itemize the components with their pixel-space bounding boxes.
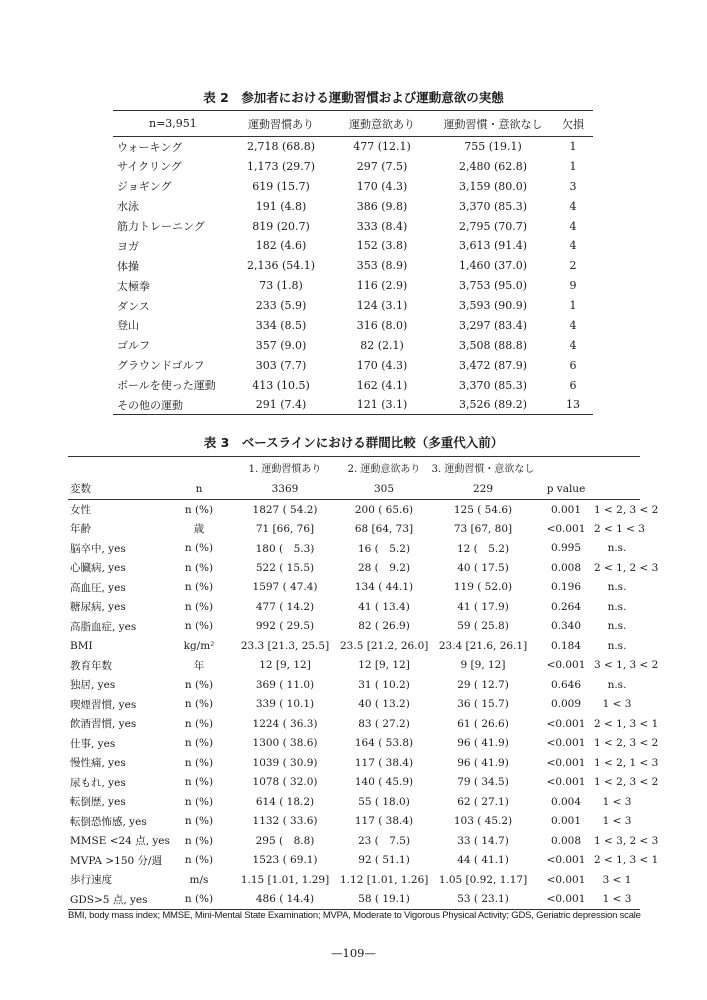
table-cell: 121 (3.1) — [331, 395, 433, 415]
table-cell: 0.646 — [550, 678, 582, 691]
table-cell: 68 [64, 73] — [354, 522, 414, 535]
table-cell: n.s. — [607, 581, 627, 594]
table-cell: 152 (3.8) — [356, 239, 408, 253]
table-cell: 0.184 — [550, 639, 582, 652]
table-cell: 82 (2.1) — [360, 338, 404, 352]
table-cell: 303 (7.7) — [255, 358, 307, 372]
table-cell: 1 — [569, 140, 577, 154]
table-cell: <0.001 — [546, 756, 586, 769]
table-row — [113, 335, 593, 355]
table-cell: n (%) — [184, 678, 214, 691]
table-cell: 96 ( 41.9) — [457, 756, 509, 769]
table-cell: 164 ( 53.8) — [354, 737, 414, 750]
table-cell: 脳卒中, yes — [70, 542, 126, 555]
table-cell: 369 ( 11.0) — [255, 678, 315, 691]
table-cell: n (%) — [184, 581, 214, 594]
table-cell: 1 < 2, 1 < 3 — [594, 756, 659, 769]
table-cell: 0.001 — [550, 503, 582, 516]
table3-header-pvalue: p value — [538, 479, 594, 500]
table-cell: <0.001 — [546, 717, 586, 730]
table-cell: n.s. — [607, 678, 627, 691]
table-cell: 3 < 1, 3 < 2 — [594, 659, 659, 672]
table-row — [68, 734, 640, 754]
table-cell: 477 (12.1) — [353, 140, 411, 154]
table-cell: n (%) — [184, 698, 214, 711]
table-row — [113, 156, 593, 176]
table-cell: n.s. — [607, 542, 627, 555]
table-cell: <0.001 — [546, 659, 586, 672]
table-cell: 28 ( 9.2) — [357, 562, 411, 575]
table-row — [68, 890, 640, 910]
table-cell: 1,460 (37.0) — [458, 259, 528, 273]
table-cell: 119 ( 52.0) — [453, 581, 513, 594]
table-cell: 23.3 [21.3, 25.5] — [240, 639, 330, 652]
table2-header-missing: 欠損 — [553, 111, 593, 137]
table-row — [113, 256, 593, 276]
table-cell: 333 (8.4) — [356, 219, 408, 233]
table-cell: 13 — [553, 395, 593, 415]
table-cell: 歩行速度 — [70, 874, 112, 887]
table-cell: 291 (7.4) — [231, 395, 331, 415]
table-cell: 1 < 3 — [602, 698, 632, 711]
table-cell: m/s — [189, 873, 209, 886]
table2-caption: 表 2 参加者における運動習慣および運動意欲の実態 — [203, 90, 504, 105]
table-cell: 297 (7.5) — [356, 159, 408, 173]
table-cell: 1039 ( 30.9) — [252, 756, 318, 769]
table3-header-n3: 229 — [428, 479, 538, 500]
table-cell: 614 ( 18.2) — [255, 795, 315, 808]
table-cell: 0.264 — [550, 600, 582, 613]
table-cell: 3,526 (89.2) — [433, 395, 553, 415]
table-cell: n (%) — [184, 717, 214, 730]
table-row — [68, 695, 640, 715]
table-cell: n (%) — [184, 834, 214, 847]
table-cell: BMI — [70, 639, 93, 652]
table-cell: 0.196 — [550, 581, 582, 594]
table3-header-comparison — [594, 479, 640, 500]
table-cell: 1078 ( 32.0) — [252, 776, 318, 789]
table-cell: 2 < 1, 2 < 3 — [594, 561, 659, 574]
table-cell: <0.001 — [538, 890, 594, 910]
table-cell: 4 — [569, 338, 577, 352]
table-cell: 4 — [569, 239, 577, 253]
table-cell: n (%) — [184, 854, 214, 867]
table-cell: 0.340 — [550, 620, 582, 633]
table-cell: 3,370 (85.3) — [458, 199, 528, 213]
table-cell: 1,173 (29.7) — [246, 159, 316, 173]
table-row — [68, 636, 640, 656]
table-cell: 73 (1.8) — [259, 279, 303, 293]
table-cell: 140 ( 45.9) — [354, 776, 414, 789]
table-cell: 79 ( 34.5) — [457, 776, 509, 789]
table-cell: kg/m² — [183, 639, 215, 652]
table-cell: ボールを使った運動 — [117, 379, 216, 393]
table-cell: 386 (9.8) — [356, 199, 408, 213]
table-cell: 年齢 — [70, 523, 91, 536]
table-cell: 413 (10.5) — [252, 378, 310, 392]
table-cell: 619 (15.7) — [252, 179, 310, 193]
table-cell: 992 ( 29.5) — [255, 620, 315, 633]
table-cell: 82 ( 26.9) — [358, 620, 410, 633]
table-cell: 12 ( 5.2) — [456, 542, 510, 555]
table-cell: n (%) — [168, 890, 230, 910]
table-cell: 3,753 (95.0) — [458, 279, 528, 293]
table-row — [68, 539, 640, 559]
table-cell: 103 ( 45.2) — [453, 815, 513, 828]
table2-header-motivation: 運動意欲あり — [331, 111, 433, 137]
table3-group-header-row — [68, 457, 640, 479]
table-cell: 1 < 3 — [602, 795, 632, 808]
table-cell: 転倒歴, yes — [70, 796, 126, 809]
table-cell: 4 — [569, 219, 577, 233]
table-row — [113, 276, 593, 296]
table-cell: n (%) — [184, 795, 214, 808]
table2-header-none: 運動習慣・意欲なし — [433, 111, 553, 137]
table-cell: 23.5 [21.2, 26.0] — [340, 639, 429, 652]
table-row — [68, 558, 640, 578]
table-cell: 295 ( 8.8) — [255, 835, 315, 848]
table-cell: 3,613 (91.4) — [458, 239, 528, 253]
table-cell: 太極拳 — [117, 279, 150, 293]
table-cell: 女性 — [70, 504, 91, 516]
table-cell: 0.008 — [550, 834, 582, 847]
table-cell: 2 — [569, 259, 577, 273]
table-cell: 心臓病, yes — [70, 562, 126, 575]
table-cell: 1132 ( 33.6) — [252, 815, 318, 828]
table-cell: ダンス — [117, 299, 150, 313]
table-row — [68, 753, 640, 773]
table-row — [68, 656, 640, 676]
table-row — [68, 675, 640, 695]
table-cell: <0.001 — [546, 854, 586, 867]
table-row — [113, 176, 593, 196]
table-cell: 4 — [569, 199, 577, 213]
table-row — [68, 870, 640, 890]
table-cell: 62 ( 27.1) — [457, 795, 509, 808]
table-cell: 独居, yes — [70, 679, 116, 692]
table-cell: 転倒恐怖感, yes — [70, 815, 147, 828]
table-cell: 29 ( 12.7) — [457, 678, 509, 691]
table-cell: 33 ( 14.7) — [457, 834, 509, 847]
table-cell: 1 < 2, 3 < 2 — [594, 503, 659, 516]
table-cell: 3,593 (90.9) — [458, 299, 528, 313]
table-cell: 1.05 [0.92, 1.17] — [438, 873, 528, 886]
table-cell: 高血圧, yes — [70, 581, 126, 594]
table-cell: 1300 ( 38.6) — [252, 737, 318, 750]
table-cell: 糖尿病, yes — [70, 601, 126, 614]
table-row — [113, 236, 593, 256]
table2-header-row — [113, 111, 593, 137]
table-cell: 筋力トレーニング — [117, 220, 205, 233]
table-cell: 12 [9, 12] — [259, 659, 311, 672]
table-cell: 3,159 (80.0) — [458, 179, 528, 193]
table-cell: 44 ( 41.1) — [457, 854, 509, 867]
table-cell: 316 (8.0) — [356, 318, 408, 332]
table-cell: 年 — [193, 659, 205, 672]
table-cell: 31 ( 10.2) — [358, 678, 410, 691]
table-cell: 1 < 3 — [602, 815, 632, 828]
table-cell: <0.001 — [546, 873, 586, 886]
table-row — [113, 375, 593, 395]
table-cell: 3 < 1 — [602, 873, 632, 886]
table-cell: 体操 — [117, 259, 139, 273]
table-cell: 755 (19.1) — [464, 140, 522, 154]
table-cell: ヨガ — [117, 239, 139, 253]
table-cell: 2,795 (70.7) — [458, 219, 528, 233]
table-cell: 1 < 3 — [594, 890, 640, 910]
table-row — [113, 137, 593, 157]
table-cell: n (%) — [184, 542, 214, 555]
table-cell: 124 (3.1) — [356, 299, 408, 313]
table-cell: 477 ( 14.2) — [255, 600, 315, 613]
table-cell: 2 < 1 < 3 — [594, 522, 645, 535]
table-cell: 125 ( 54.6) — [453, 503, 513, 516]
table-cell: 飲酒習慣, yes — [70, 718, 137, 731]
table2-header-habit: 運動習慣あり — [231, 111, 331, 137]
table-cell: n.s. — [607, 639, 627, 652]
table2-header-n: n=3,951 — [113, 111, 231, 137]
table3-group-3-header: 3. 運動習慣・意欲なし — [428, 457, 538, 479]
table-cell: n (%) — [184, 815, 214, 828]
table-cell: 4 — [569, 318, 577, 332]
table-cell: 仕事, yes — [70, 737, 116, 750]
table-cell: n (%) — [184, 620, 214, 633]
table-cell: 117 ( 38.4) — [354, 815, 414, 828]
table-row — [113, 216, 593, 236]
table-row — [68, 773, 640, 793]
table-cell: 登山 — [117, 319, 139, 333]
table3-header-n1: 3369 — [230, 479, 340, 500]
table-cell: n (%) — [184, 756, 214, 769]
table-cell: 162 (4.1) — [356, 378, 408, 392]
table-cell: 12 [9, 12] — [358, 659, 410, 672]
table-cell: 1 — [569, 299, 577, 313]
table-row — [68, 519, 640, 539]
table-cell: 353 (8.9) — [356, 259, 408, 273]
table-cell: 334 (8.5) — [255, 318, 307, 332]
table3-footnote: BMI, body mass index; MMSE, Mini-Mental State Examination; MVPA, Moderate to Vigorous Physical Activity; GDS, Geriatric depression scale — [68, 910, 641, 921]
table-cell: 96 ( 41.9) — [457, 737, 509, 750]
table-cell: 1 — [569, 159, 577, 173]
table-cell: 6 — [569, 378, 577, 392]
table3-header-unit: n — [168, 479, 230, 500]
table-cell: ゴルフ — [117, 339, 150, 353]
table-cell: 1523 ( 69.1) — [252, 854, 318, 867]
table-cell: 36 ( 15.7) — [457, 698, 509, 711]
table-cell: ウォーキング — [117, 140, 183, 154]
table-cell: 尿もれ, yes — [70, 776, 126, 789]
table-cell: 41 ( 13.4) — [358, 600, 410, 613]
table-cell: n (%) — [184, 503, 214, 516]
table-cell: 1 < 2, 3 < 2 — [594, 776, 659, 789]
table-cell: グラウンドゴルフ — [117, 359, 205, 373]
table-cell: 2,136 (54.1) — [246, 259, 316, 273]
table-cell: 1.12 [1.01, 1.26] — [340, 873, 429, 886]
table-row — [113, 395, 593, 415]
table-cell: 73 [67, 80] — [453, 522, 513, 535]
table-cell: <0.001 — [546, 737, 586, 750]
table-cell: 2 < 1, 3 < 1 — [594, 854, 659, 867]
table-cell: 23.4 [21.6, 26.1] — [438, 639, 528, 652]
table-cell: 16 ( 5.2) — [357, 542, 411, 555]
table-cell: 0.009 — [550, 698, 582, 711]
table-cell: 180 ( 5.3) — [255, 542, 315, 555]
table-cell: 0.008 — [550, 561, 582, 574]
table-row — [68, 617, 640, 637]
table-cell: 9 [9, 12] — [460, 659, 506, 672]
table-cell: 116 (2.9) — [356, 279, 408, 293]
table2 — [113, 110, 593, 415]
table-cell: 41 ( 17.9) — [457, 600, 509, 613]
table-cell: ジョギング — [117, 180, 172, 194]
table-row — [113, 196, 593, 216]
table-cell: 170 (4.3) — [356, 358, 408, 372]
table-cell: 170 (4.3) — [356, 179, 408, 193]
table-cell: 歳 — [193, 523, 205, 536]
table-cell: n (%) — [184, 737, 214, 750]
table-cell: 182 (4.6) — [255, 239, 307, 253]
table-cell: 233 (5.9) — [255, 299, 307, 313]
table-row — [68, 851, 640, 871]
table-cell: 0.995 — [550, 542, 582, 555]
table-cell: 1224 ( 36.3) — [252, 717, 318, 730]
table-row — [113, 296, 593, 316]
table-cell: 3 — [569, 179, 577, 193]
table-cell: 0.001 — [550, 815, 582, 828]
table-cell: 55 ( 18.0) — [358, 795, 410, 808]
table3-group-1-header: 1. 運動習慣あり — [230, 457, 340, 479]
table3-body — [68, 500, 659, 910]
table-cell: 1 < 2, 3 < 2 — [594, 737, 659, 750]
table-cell: 134 ( 44.1) — [354, 581, 414, 594]
table-cell: n.s. — [607, 600, 627, 613]
table2-body — [113, 137, 593, 415]
table-cell: 水泳 — [117, 200, 139, 214]
table-row — [68, 831, 640, 851]
table3-header-n2: 305 — [340, 479, 428, 500]
table-cell: 9 — [569, 279, 577, 293]
table-row — [68, 812, 640, 832]
table3-group-2-header: 2. 運動意欲あり — [340, 457, 428, 479]
table-cell: 71 [66, 76] — [255, 522, 315, 535]
table-cell: 61 ( 26.6) — [457, 717, 509, 730]
table-cell: 200 ( 65.6) — [354, 503, 414, 516]
table-cell: 58 ( 19.1) — [340, 890, 428, 910]
table-cell: 2,718 (68.8) — [246, 140, 316, 154]
table-cell: 339 ( 10.1) — [255, 698, 315, 711]
table-cell: 92 ( 51.1) — [358, 854, 410, 867]
table3-header-variable: 変数 — [68, 479, 168, 500]
table-cell: 1827 ( 54.2) — [252, 503, 318, 516]
table-cell: 3,370 (85.3) — [458, 378, 528, 392]
table-row — [68, 597, 640, 617]
table-row — [113, 355, 593, 375]
table-cell: 1597 ( 47.4) — [252, 581, 318, 594]
table-cell: 3,297 (83.4) — [458, 318, 528, 332]
table-cell: 高脂血症, yes — [70, 620, 137, 633]
table-cell: 6 — [569, 358, 577, 372]
table-cell: MMSE <24 点, yes — [70, 835, 170, 848]
table-cell: 53 ( 23.1) — [428, 890, 538, 910]
table-cell: <0.001 — [546, 522, 586, 535]
table-cell: n.s. — [607, 620, 627, 633]
table-cell: 117 ( 38.4) — [354, 756, 414, 769]
table3 — [68, 456, 659, 910]
table-cell: 486 ( 14.4) — [230, 890, 340, 910]
table-cell: <0.001 — [546, 776, 586, 789]
table-row — [68, 714, 640, 734]
table-cell: n (%) — [184, 776, 214, 789]
table-row — [113, 316, 593, 336]
table-cell: 191 (4.8) — [255, 199, 307, 213]
table3-subheader-row — [68, 479, 640, 500]
table-cell: 83 ( 27.2) — [358, 717, 410, 730]
table-cell: n (%) — [184, 561, 214, 574]
table-cell: 教育年数 — [70, 659, 112, 672]
table-cell: 2 < 1, 3 < 1 — [594, 717, 659, 730]
table-cell: 819 (20.7) — [252, 219, 310, 233]
page-number: —109— — [331, 946, 376, 960]
table-cell: n (%) — [184, 600, 214, 613]
table-cell: 3,508 (88.8) — [458, 338, 528, 352]
table-cell: 0.004 — [550, 795, 582, 808]
table-cell: 40 ( 13.2) — [358, 698, 410, 711]
table-cell: 3,472 (87.9) — [458, 358, 528, 372]
table-cell: 1 < 3, 2 < 3 — [594, 834, 659, 847]
table3-caption: 表 3 ベースラインにおける群間比較（多重代入前） — [203, 435, 504, 450]
table-cell: 1.15 [1.01, 1.29] — [240, 873, 330, 886]
table-cell: 59 ( 25.8) — [457, 620, 509, 633]
table-row — [68, 500, 640, 520]
table-cell: サイクリング — [117, 160, 182, 174]
table-cell: その他の運動 — [113, 395, 231, 415]
table-cell: 522 ( 15.5) — [255, 561, 315, 574]
table-cell: 喫煙習慣, yes — [70, 698, 137, 711]
table-row — [68, 578, 640, 598]
table-cell: MVPA >150 分/週 — [70, 854, 163, 867]
table-cell: 慢性痛, yes — [70, 757, 126, 770]
table-cell: 40 ( 17.5) — [457, 561, 509, 574]
table-row — [68, 792, 640, 812]
table-cell: GDS>5 点, yes — [68, 890, 168, 910]
table-cell: 23 ( 7.5) — [357, 835, 411, 848]
table-cell: 357 (9.0) — [255, 338, 307, 352]
table-cell: 2,480 (62.8) — [458, 159, 528, 173]
